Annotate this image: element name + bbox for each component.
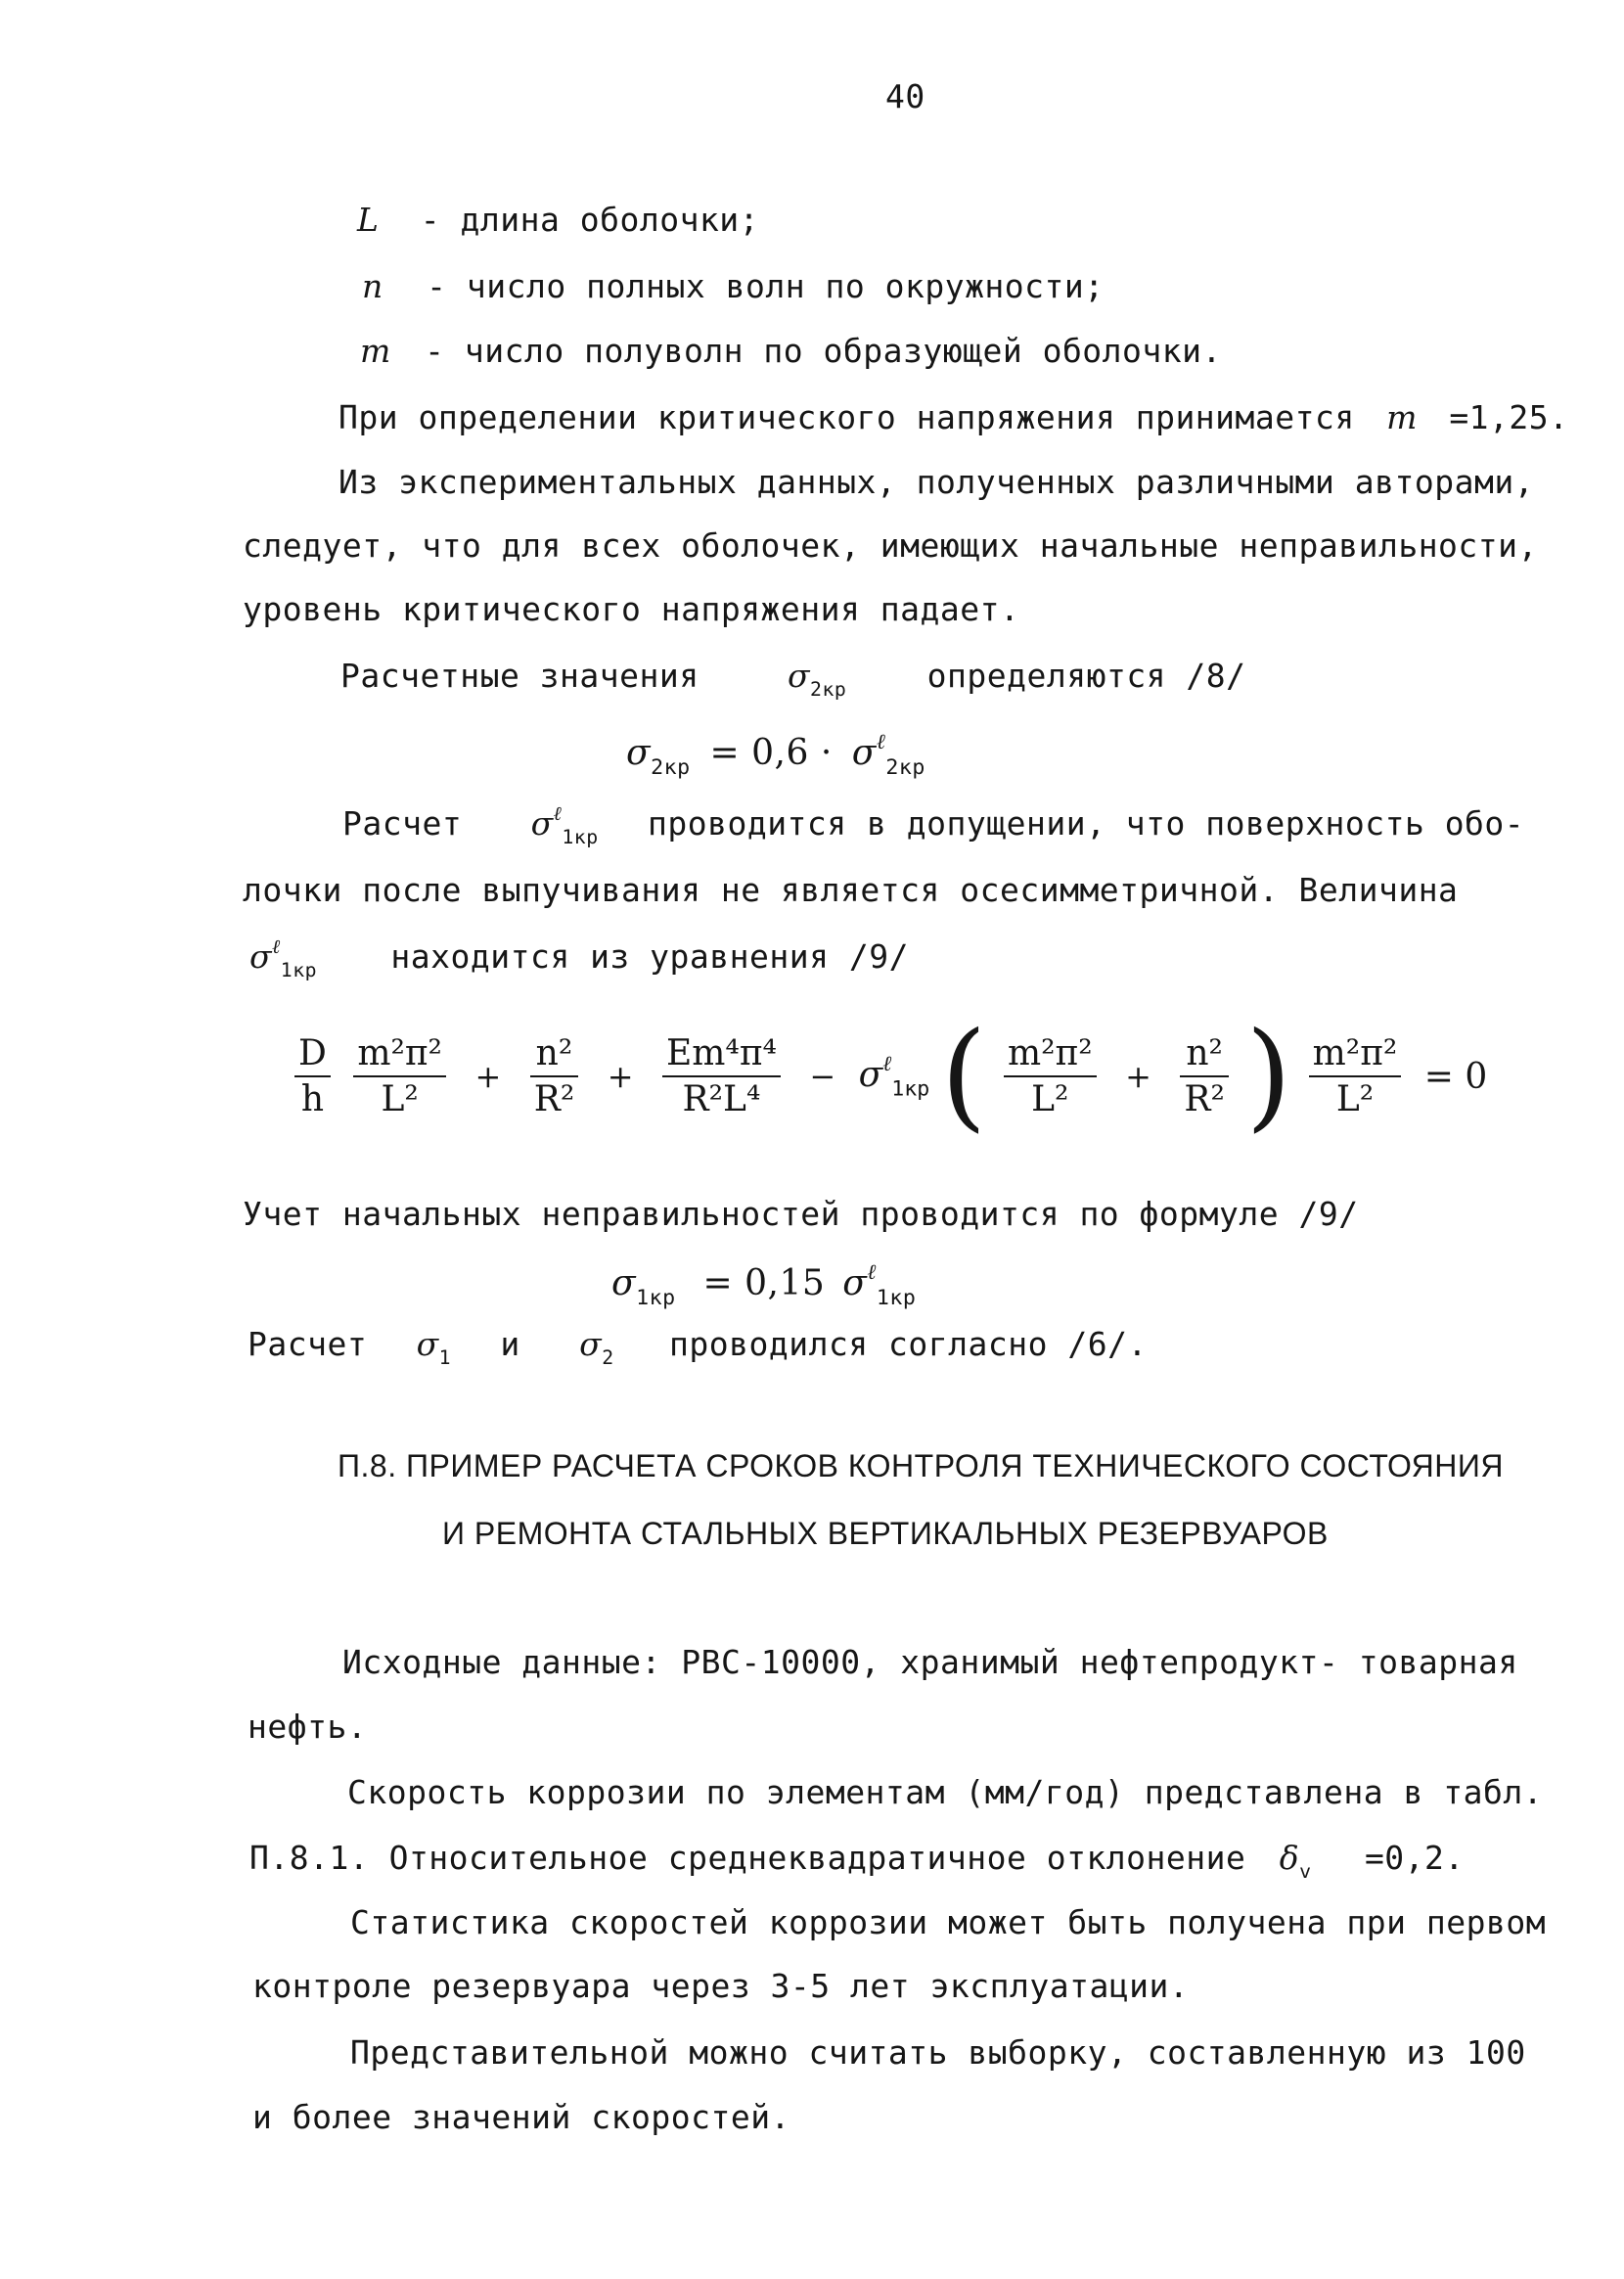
symbol: δ (1279, 1839, 1300, 1877)
superscript: ℓ (553, 802, 563, 825)
subscript: 2 (602, 1345, 614, 1369)
paragraph-line: и более значений скоростей. (252, 2098, 790, 2136)
symbol: m (1386, 398, 1418, 436)
symbol: m (360, 332, 391, 370)
text: проводится в допущении, что поверхность обо- (647, 803, 1525, 843)
stability-equation (289, 1008, 1488, 1144)
numerator: m²π² (1309, 1033, 1402, 1077)
paragraph-line (338, 398, 1569, 436)
numerator: D (294, 1033, 331, 1077)
symbol: σ (842, 1263, 868, 1304)
paragraph-line (342, 804, 1524, 847)
fraction (530, 1033, 579, 1119)
fraction (294, 1033, 331, 1119)
definition-line (357, 201, 760, 239)
denominator: L² (1335, 1079, 1375, 1119)
denominator: L² (1031, 1079, 1069, 1119)
definition-line (360, 332, 1222, 370)
subscript: 2кр (651, 754, 691, 780)
section-heading-line: И РЕМОНТА СТАЛЬНЫХ ВЕРТИКАЛЬНЫХ РЕЗЕРВУАРОВ (442, 1516, 1329, 1551)
denominator: L² (381, 1079, 419, 1119)
text: =0,2. (1364, 1839, 1465, 1877)
symbol: σ (530, 803, 554, 843)
denominator: R² (1184, 1079, 1225, 1119)
paragraph-line: Статистика скоростей коррозии может быть получена при первом (350, 1903, 1547, 1941)
text: Расчет (342, 803, 463, 843)
paragraph-line: Исходные данные: РВС-10000, хранимый нефтепродукт- товарная (342, 1643, 1518, 1681)
paragraph-line: контроле резервуара через 3-5 лет эксплуатации. (252, 1967, 1190, 2005)
operator: + (474, 1058, 502, 1095)
subscript: 1кр (876, 1285, 917, 1310)
sigma-1 (416, 1325, 452, 1369)
text: и (500, 1325, 520, 1363)
symbol: σ (858, 1054, 883, 1095)
text: находится из уравнения /9/ (390, 936, 909, 976)
definition-text: - длина оболочки; (420, 201, 760, 239)
sigma-2 (579, 1325, 614, 1369)
fraction (1180, 1033, 1229, 1119)
subscript: 2кр (810, 677, 847, 701)
symbol: σ (416, 1325, 439, 1363)
fraction (662, 1033, 781, 1119)
symbol: σ (851, 733, 877, 774)
right-paren: ) (1245, 1008, 1292, 1144)
sigma-l-1kr (530, 802, 599, 848)
operator: + (607, 1058, 634, 1095)
definition-line (362, 267, 1105, 305)
text: Расчетные значения (340, 657, 699, 695)
symbol: σ (611, 1263, 637, 1304)
subscript: 1кр (891, 1076, 930, 1102)
superscript: ℓ (882, 1051, 892, 1076)
symbol: σ (579, 1325, 603, 1363)
paragraph-line: уровень критического напряжения падает. (243, 590, 1020, 628)
denominator: R² (533, 1079, 575, 1119)
paragraph-line: нефть. (248, 1708, 368, 1746)
text: При определении критического напряжения принимается (338, 398, 1355, 436)
text: проводился согласно /6/. (669, 1325, 1148, 1363)
numerator: n² (530, 1033, 579, 1077)
subscript: 1 (438, 1345, 452, 1369)
paragraph-line (249, 937, 909, 980)
subscript: v (1299, 1859, 1312, 1883)
symbol: σ (788, 657, 811, 695)
text: Расчет (248, 1325, 368, 1363)
sigma-l-1kr (858, 1051, 930, 1102)
numerator: m²π² (353, 1033, 446, 1077)
equation-sigma-1kr (611, 1262, 916, 1309)
page-number: 40 (885, 77, 925, 115)
equation-middle: = 0,6 · (709, 733, 833, 774)
numerator: n² (1180, 1033, 1229, 1077)
paragraph-line (340, 657, 1246, 701)
text: определяются /8/ (926, 657, 1246, 695)
denominator: R²L⁴ (682, 1079, 761, 1119)
sigma-l-1kr (249, 935, 318, 981)
equation-middle: = 0,15 (702, 1263, 826, 1304)
equation-tail: = 0 (1423, 1056, 1488, 1097)
left-paren: ( (940, 1008, 987, 1144)
superscript: ℓ (876, 730, 886, 754)
paragraph-line: Из экспериментальных данных, полученных различными авторами, (338, 463, 1535, 501)
subscript: 1кр (636, 1285, 676, 1310)
definition-text: - число полуволн по образующей оболочки. (425, 332, 1222, 370)
fraction (353, 1033, 446, 1119)
text: П.8.1. Относительное среднеквадратичное отклонение (249, 1839, 1246, 1877)
subscript: 2кр (885, 754, 925, 780)
paragraph-line: следует, что для всех оболочек, имеющих начальные неправильности, (243, 526, 1538, 565)
sigma-2kr (788, 657, 847, 701)
paragraph-line (249, 1839, 1465, 1883)
numerator: m²π² (1004, 1033, 1097, 1077)
fraction (1309, 1033, 1402, 1119)
operator: − (809, 1058, 836, 1095)
operator: + (1125, 1058, 1151, 1095)
denominator: h (300, 1079, 325, 1119)
symbol: σ (626, 733, 652, 774)
superscript: ℓ (272, 935, 281, 958)
fraction (1004, 1033, 1097, 1119)
symbol: L (357, 201, 380, 239)
definition-text: - число полных волн по окружности; (427, 267, 1105, 305)
paragraph-line: Скорость коррозии по элементам (мм/год) представлена в табл. (347, 1773, 1544, 1811)
paragraph-line (248, 1325, 1148, 1369)
superscript: ℓ (867, 1260, 877, 1285)
subscript: 1кр (280, 958, 318, 981)
text: =1,25. (1449, 398, 1569, 436)
numerator: Em⁴π⁴ (662, 1033, 781, 1077)
symbol: σ (249, 936, 273, 976)
subscript: 1кр (562, 825, 599, 848)
paragraph-line: Представительной можно считать выборку, составленную из 100 (350, 2033, 1526, 2072)
paragraph-line: Учет начальных неправильностей проводится по формуле /9/ (243, 1195, 1359, 1233)
paragraph-line: лочки после выпучивания не является осесимметричной. Величина (243, 871, 1459, 909)
equation-sigma-2kr (626, 732, 925, 779)
symbol: n (362, 267, 383, 305)
delta-v (1279, 1839, 1312, 1883)
section-heading-line: П.8. ПРИМЕР РАСЧЕТА СРОКОВ КОНТРОЛЯ ТЕХНИЧЕСКОГО СОСТОЯНИЯ (338, 1448, 1504, 1483)
